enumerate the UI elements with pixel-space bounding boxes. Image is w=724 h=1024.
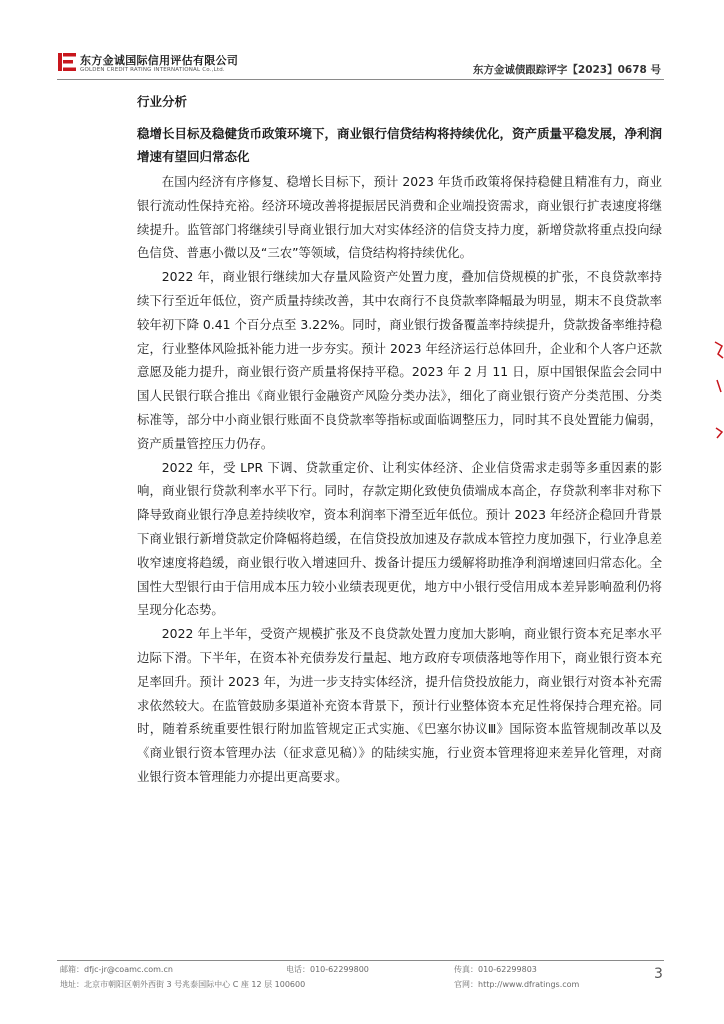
subheading: 稳增长目标及稳健货币政策环境下，商业银行信贷结构将持续优化，资产质量平稳发展，净利润增速有望回归常态化 — [137, 126, 663, 164]
page-header — [0, 0, 724, 80]
section-title: 行业分析 — [137, 94, 188, 109]
company-name-en: GOLDEN CREDIT RATING INTERNATIONAL Co.,Ltd. — [80, 67, 225, 73]
side-stamp-fragment — [712, 340, 724, 440]
footer-email: 邮箱：dfjc-jr@coamc.com.cn — [60, 965, 173, 974]
page-number: 3 — [654, 966, 663, 982]
footer-website: 官网：http://www.dfratings.com — [454, 980, 580, 989]
paragraph-3: 2022 年，受 LPR 下调、贷款重定价、让利实体经济、企业信贷需求走弱等多重因素的影响，商业银行贷款利率水平下行。同时，存款定期化致使负债端成本高企，存贷款利率非对称下降导致商业银行净息差持续收窄，资本利润率下滑至近年低位。预计 2023 年经济企稳回升背景下商业银行新增贷款定价降幅将趋缓，在信贷投放加速及存款成本管控力度加强下，行业净息差收窄速度将趋缓，商业银行收入增速回升、拨备计提压力缓解将助推净利润增速回归常态化。全国性大型银行由于信用成本压力较小业绩表现更优，地方中小银行受信用成本差异影响盈利仍将呈现分化态势。 — [137, 459, 662, 618]
company-name-cn: 东方金诚国际信用评估有限公司 — [80, 54, 239, 67]
paragraph-4: 2022 年上半年，受资产规模扩张及不良贷款处置力度加大影响，商业银行资本充足率水平边际下滑。下半年，在资本补充债券发行量起、地方政府专项债落地等作用下，商业银行资本充足率回升。预计 2023 年，为进一步支持实体经济，提升信贷投放能力，商业银行对资本补充需求依然较大。在监管鼓励多渠道补充资本背景下，预计行业整体资本充足性将保持合理充裕。同时，随着系统重要性银行附加监管规定正式实施、《巴塞尔协议Ⅲ》国际资本监管规制改革以及《商业银行资本管理办法（征求意见稿）》的陆续实施，行业资本管理将迎来差异化管理，对商业银行资本管理能力亦提出更高要求。 — [137, 626, 662, 784]
company-logo-icon — [57, 52, 77, 72]
main-content — [137, 92, 662, 789]
report-number: 东方金诚债跟踪评字【2023】0678 号 — [472, 64, 661, 76]
paragraph-1: 在国内经济有序修复、稳增长目标下，预计 2023 年货币政策将保持稳健且精准有力，商业银行流动性保持充裕。经济环境改善将提振居民消费和企业端投资需求，商业银行扩表速度将继续提升。监管部门将继续引导商业银行加大对实体经济的信贷支持力度，新增贷款将重点投向绿色信贷、普惠小微以及“三农”等领域，信贷结构将持续优化。 — [137, 174, 662, 261]
footer-fax: 传真：010-62299803 — [454, 965, 537, 974]
header-divider — [57, 79, 664, 80]
footer-phone: 电话：010-62299800 — [286, 965, 369, 974]
paragraph-2: 2022 年，商业银行继续加大存量风险资产处置力度，叠加信贷规模的扩张，不良贷款率持续下行至近年低位，资产质量持续改善，其中农商行不良贷款率降幅最为明显，期末不良贷款率较年初下降 0.41 个百分点至 3.22%。同时，商业银行拨备覆盖率持续提升，贷款拨备率维持稳定，行业整体风险抵补能力进一步夯实。预计 2023 年经济运行总体回升，企业和个人客户还款意愿及能力提升，商业银行资产质量将保持平稳。2023 年 2 月 11 日，原中国银保监会会同中国人民银行联合推出《商业银行金融资产风险分类办法》，细化了商业银行资产分类范围、分类标准等，部分中小商业银行账面不良贷款率等指标或面临调整压力，同时其不良处置能力偏弱，资产质量管控压力仍存。 — [137, 269, 662, 451]
footer-address: 地址：北京市朝阳区朝外西街 3 号兆泰国际中心 C 座 12 层 100600 — [60, 980, 306, 989]
footer-divider — [57, 960, 664, 961]
